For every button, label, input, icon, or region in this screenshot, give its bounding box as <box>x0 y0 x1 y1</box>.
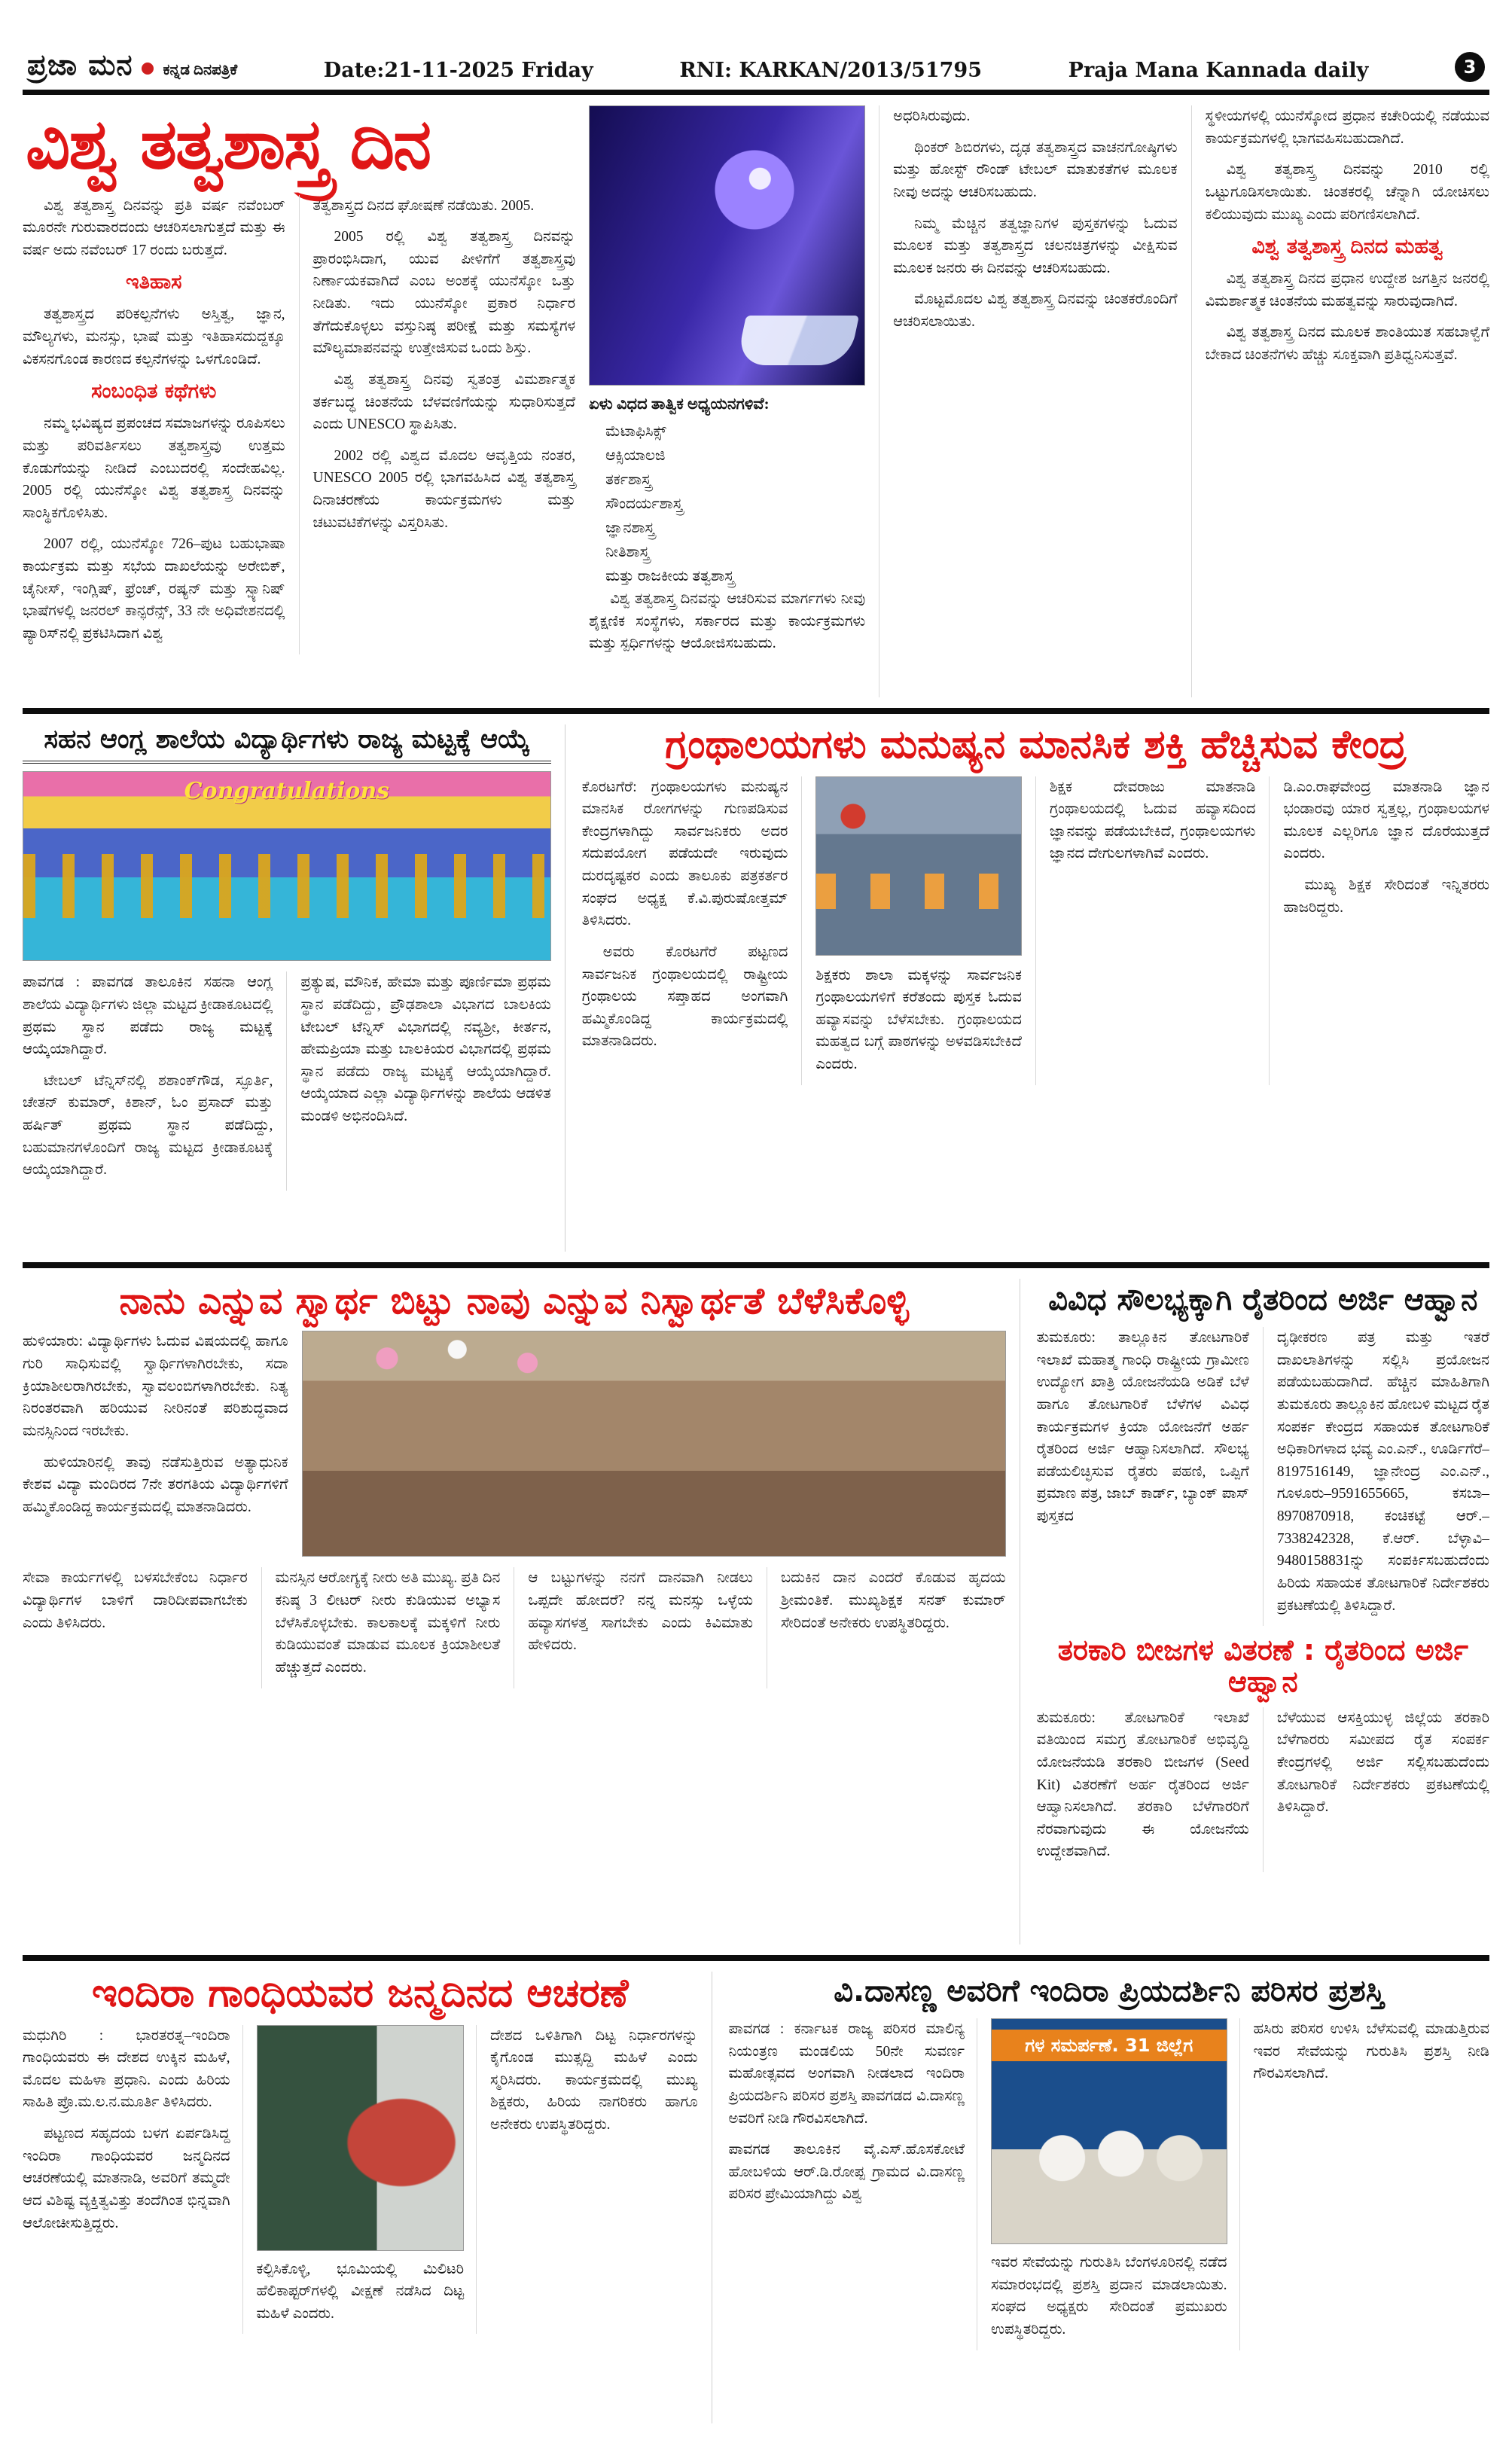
sahana-col-1 <box>23 971 273 1191</box>
article-paragraph: ನಿಮ್ಮ ಮೆಚ್ಚಿನ ತತ್ವಜ್ಞಾನಿಗಳ ಪುಸ್ತಕಗಳನ್ನು ಓದುವ ಮೂಲಕ ಮತ್ತು ತತ್ವಶಾಸ್ತ್ರದ ಚಲನಚಿತ್ರಗಳನ್ನು ವೀಕ್ಷಿಸುವ ಮೂಲಕ ಜನರು ಈ ದಿನವನ್ನು ಆಚರಿಸಬಹುದು. <box>893 215 1178 276</box>
issue-date: Date:21-11-2025 Friday <box>323 59 593 82</box>
paper-logo <box>27 48 237 82</box>
article-paragraph: ಕಲ್ಪಿಸಿಕೊಳ್ಳಿ, ಭೂಮಿಯಲ್ಲಿ ಮಿಲಿಟರಿ ಹೆಲಿಕಾಪ್ಟರ್‌ಗಳಲ್ಲಿ ವೀಕ್ಷಣೆ ನಡೆಸಿದ ದಿಟ್ಟ ಮಹಿಳೆ ಎಂದರು. <box>256 2261 465 2322</box>
article-paragraph: ದೇಶದ ಒಳಿತಿಗಾಗಿ ದಿಟ್ಟ ನಿರ್ಧಾರಗಳನ್ನು ಕೈಗೊಂಡ ಮುತ್ಸದ್ದಿ ಮಹಿಳೆ ಎಂದು ಸ್ಮರಿಸಿದರು. ಕಾರ್ಯಕ್ರಮದಲ್ಲಿ ಮುಖ್ಯ ಶಿಕ್ಷಕರು, ಹಿರಿಯ ನಾಗರಿಕರು ಹಾಗೂ ಅನೇಕರು ಉಪಸ್ಥಿತರಿದ್ದರು. <box>490 2027 698 2134</box>
subhead-significance: ವಿಶ್ವ ತತ್ವಶಾಸ್ತ್ರ ದಿನದ ಮಹತ್ವ <box>1251 235 1443 259</box>
dasanna-col-1 <box>729 2018 965 2350</box>
paper-name-english: Praja Mana Kannada daily <box>1068 59 1369 82</box>
farmers-col-2 <box>1263 1327 1489 1626</box>
article-philosophy-day <box>23 101 1489 697</box>
seed-kit-col-2 <box>1263 1707 1489 1872</box>
library-col-3 <box>1035 776 1256 1085</box>
stage-banner-text: ಗಳ ಸಮರ್ಪಣೆ. 31 ಜಿಲ್ಲೆಗ <box>992 2030 1226 2061</box>
selfless-headline: ನಾನು ಎನ್ನುವ ಸ್ವಾರ್ಥ ಬಿಟ್ಟು ನಾವು ಎನ್ನುವ ನಿಸ್ವಾರ್ಥತೆ ಬೆಳೆಸಿಕೊಳ್ಳಿ <box>119 1280 910 1322</box>
photo-school-function <box>302 1331 1006 1557</box>
farmers-headline: ವಿವಿಧ ಸೌಲಭ್ಯಕ್ಕಾಗಿ ರೈತರಿಂದ ಅರ್ಜಿ ಆಹ್ವಾನ <box>1048 1283 1478 1317</box>
article-paragraph: ವಿಶ್ವ ತತ್ವಶಾಸ್ತ್ರ ದಿನವು ಸ್ವತಂತ್ರ ವಿಮರ್ಶಾತ್ಮಕ ತರ್ಕಬದ್ಧ ಚಿಂತನೆಯ ಬೆಳವಣಿಗೆಯನ್ನು ಸುಧಾರಿಸುತ್ತದೆ ಎಂದು UNESCO ಸ್ಥಾಪಿಸಿತು. <box>312 371 576 433</box>
article-paragraph: ಹುಳಿಯಾರು: ವಿದ್ಯಾರ್ಥಿಗಳು ಓದುವ ವಿಷಯದಲ್ಲಿ ಹಾಗೂ ಗುರಿ ಸಾಧಿಸುವಲ್ಲಿ ಸ್ವಾರ್ಥಿಗಳಾಗಿರಬೇಕು, ಸದಾ ಕ್ರಿಯಾಶೀಲರಾಗಿರಬೇಕು, ಸ್ವಾವಲಂಬಿಗಳಾಗಿರಬೇಕು. ನಿತ್ಯ ನಿರಂತರವಾಗಿ ಹರಿಯುವ ನೀರಿನಂತೆ ಪರಿಶುದ್ಧವಾದ ಮನಸ್ಸಿನಿಂದ ಇರಬೇಕು. <box>23 1334 288 1439</box>
section-divider <box>23 708 1489 714</box>
indira-col-2 <box>242 2025 465 2335</box>
sahana-headline: ಸಹನ ಆಂಗ್ಲ ಶಾಲೆಯ ವಿದ್ಯಾರ್ಥಿಗಳು ರಾಜ್ಯ ಮಟ್ಟಕ್ಕೆ ಆಯ್ಕೆ <box>23 724 551 764</box>
philosophy-study-list <box>589 419 865 588</box>
open-book-icon <box>736 316 859 365</box>
list-item: ಸೌಂದರ್ಯಶಾಸ್ತ್ರ <box>605 496 683 512</box>
photo-sahana-students-trophies <box>23 771 551 961</box>
article-paragraph: ಅಧರಿಸಿರುವುದು. <box>893 108 971 124</box>
article-paragraph: ತುಮಕೂರು: ತೋಟಗಾರಿಕೆ ಇಲಾಖೆ ವತಿಯಿಂದ ಸಮಗ್ರ ತೋಟಗಾರಿಕೆ ಅಭಿವೃದ್ಧಿ ಯೋಜನೆಯಡಿ ತರಕಾರಿ ಬೀಜಗಳ (Seed Kit) ವಿತರಣೆಗೆ ಅರ್ಹ ರೈತರಿಂದ ಅರ್ಜಿ ಆಹ್ವಾನಿಸಲಾಗಿದೆ. ತರಕಾರಿ ಬೆಳೆಗಾರರಿಗೆ ನೆರವಾಗುವುದು ಈ ಯೋಜನೆಯ ಉದ್ದೇಶವಾಗಿದೆ. <box>1036 1710 1249 1860</box>
masthead <box>23 27 1489 95</box>
article-paragraph: ತತ್ವಶಾಸ್ತ್ರದ ದಿನದ ಘೋಷಣೆ ನಡೆಯಿತು. 2005. <box>312 197 535 214</box>
photo-indira-event <box>257 2025 465 2251</box>
article-paragraph: ಥಿಂಕರ್ ಶಿಬಿರಗಳು, ದೃಢ ತತ್ವಶಾಸ್ತ್ರದ ವಾಚನಗೋಷ್ಠಿಗಳು ಮತ್ತು ಹೋಸ್ಟ್ ರೌಂಡ್ ಟೇಬಲ್ ಮಾತುಕತೆಗಳ ಮೂಲಕ ನೀವು ಅದನ್ನು ಆಚರಿಸಬಹುದು. <box>893 139 1178 200</box>
library-col-4 <box>1269 776 1489 1085</box>
dasanna-col-3 <box>1239 2018 1489 2350</box>
article-paragraph: 2007 ರಲ್ಲಿ, ಯುನೆಸ್ಕೋ 726–ಪುಟ ಬಹುಭಾಷಾ ಕಾರ್ಯಕ್ರಮ ಮತ್ತು ಸಭೆಯ ದಾಖಲೆಯನ್ನು ಅರೇಬಿಕ್, ಚೈನೀಸ್, ಇಂಗ್ಲಿಷ್, ಫ್ರೆಂಚ್, ರಷ್ಯನ್ ಮತ್ತು ಸ್ಪ್ಯಾನಿಷ್ ಭಾಷೆಗಳಲ್ಲಿ ಜನರಲ್ ಕಾನ್ಫರೆನ್ಸ್, 33 ನೇ ಅಧಿವೇಶನದಲ್ಲಿ ಪ್ಯಾರಿಸ್‌ನಲ್ಲಿ ಪ್ರಕಟಿಸಿದಾಗ ವಿಶ್ವ <box>23 536 285 642</box>
list-item: ಆಕ್ಸಿಯಾಲಜಿ <box>605 447 666 464</box>
rni-number: RNI: KARKAN/2013/51795 <box>679 59 982 82</box>
selfless-col-4 <box>514 1567 753 1688</box>
article-paragraph: ಹುಳಿಯಾರಿನಲ್ಲಿ ತಾವು ನಡೆಸುತ್ತಿರುವ ಅತ್ಯಾಧುನಿಕ ಕೇಶವ ವಿದ್ಯಾ ಮಂದಿರದ 7ನೇ ತರಗತಿಯ ವಿದ್ಯಾರ್ಥಿಗಳಿಗೆ ಹಮ್ಮಿಕೊಂಡಿದ್ದ ಕಾರ್ಯಕ್ರಮದಲ್ಲಿ ಮಾತನಾಡಿದರು. <box>23 1454 288 1515</box>
list-item: ಜ್ಞಾನಶಾಸ್ತ್ರ <box>605 520 655 536</box>
philosophy-list-title: ಏಳು ವಿಧದ ತಾತ್ವಿಕ ಅಧ್ಯಯನಗಳಿವೆ: <box>589 395 770 413</box>
library-headline: ಗ್ರಂಥಾಲಯಗಳು ಮನುಷ್ಯನ ಮಾನಸಿಕ ಶಕ್ತಿ ಹೆಚ್ಚಿಸುವ ಕೇಂದ್ರ <box>665 724 1407 767</box>
section-divider <box>23 1955 1489 1961</box>
article-paragraph: ನಮ್ಮ ಭವಿಷ್ಯದ ಪ್ರಪಂಚದ ಸಮಾಜಗಳನ್ನು ರೂಪಿಸಲು ಮತ್ತು ಪರಿವರ್ತಿಸಲು ತತ್ವಶಾಸ್ತ್ರವು ಉತ್ತಮ ಕೊಡುಗೆಯನ್ನು ನೀಡಿದೆ ಎಂಬುದರಲ್ಲಿ ಸಂದೇಹವಿಲ್ಲ. 2005 ರಲ್ಲಿ ಯುನೆಸ್ಕೋ ವಿಶ್ವ ತತ್ವಶಾಸ್ತ್ರ ದಿನವನ್ನು ಸಾಂಸ್ಥಿಕಗೊಳಿಸಿತು. <box>23 416 285 521</box>
article-paragraph: ಸ್ಥಳೀಯಗಳಲ್ಲಿ ಯುನೆಸ್ಕೋದ ಪ್ರಧಾನ ಕಚೇರಿಯಲ್ಲಿ ನಡೆಯುವ ಕಾರ್ಯಕ್ರಮಗಳಲ್ಲಿ ಭಾಗವಹಿಸಬಹುದಾಗಿದೆ. <box>1205 108 1489 147</box>
photo-library-event <box>815 776 1022 956</box>
article-paragraph: ವಿಶ್ವ ತತ್ವಶಾಸ್ತ್ರ ದಿನವನ್ನು ಪ್ರತಿ ವರ್ಷ ನವೆಂಬರ್ ಮೂರನೇ ಗುರುವಾರದಂದು ಆಚರಿಸಲಾಗುತ್ತದೆ ಮತ್ತು ಈ ವರ್ಷ ಅದು ನವೆಂಬರ್ 17 ರಂದು ಬರುತ್ತದೆ. <box>23 197 285 258</box>
article-paragraph: ವಿಶ್ವ ತತ್ವಶಾಸ್ತ್ರ ದಿನದ ಪ್ರಧಾನ ಉದ್ದೇಶ ಜಗತ್ತಿನ ಜನರಲ್ಲಿ ವಿಮರ್ಶಾತ್ಮಕ ಚಿಂತನೆಯ ಮಹತ್ವವನ್ನು ಸಾರುವುದಾಗಿದೆ. <box>1205 271 1489 310</box>
article-library <box>582 724 1489 1252</box>
photo-banner-text: Congratulations <box>184 778 390 805</box>
article-dasanna-award <box>729 1972 1489 2423</box>
library-col-2 <box>801 776 1022 1085</box>
philosophy-headline: ವಿಶ್ವ ತತ್ವಶಾಸ್ತ್ರ ದಿನ <box>26 104 431 185</box>
photo-award-stage <box>991 2018 1227 2244</box>
article-selflessness <box>23 1279 1020 1944</box>
article-paragraph: ಪಾವಗಡ : ಕರ್ನಾಟಕ ರಾಜ್ಯ ಪರಿಸರ ಮಾಲಿನ್ಯ ನಿಯಂತ್ರಣ ಮಂಡಲಿಯ 50ನೇ ಸುವರ್ಣ ಮಹೋತ್ಸವದ ಅಂಗವಾಗಿ ನೀಡಲಾದ ಇಂದಿರಾ ಪ್ರಿಯದರ್ಶಿನಿ ಪರಿಸರ ಪ್ರಶಸ್ತಿ ಪಾವಗಡದ ವಿ.ದಾಸಣ್ಣ ಅವರಿಗೆ ನೀಡಿ ಗೌರವಿಸಲಾಗಿದೆ. <box>728 2021 965 2127</box>
seed-kit-col-1 <box>1037 1707 1249 1872</box>
selfless-col-3 <box>261 1567 501 1688</box>
article-paragraph: ಇವರ ಸೇವೆಯನ್ನು ಗುರುತಿಸಿ ಬೆಂಗಳೂರಿನಲ್ಲಿ ನಡೆದ ಸಮಾರಂಭದಲ್ಲಿ ಪ್ರಶಸ್ತಿ ಪ್ರದಾನ ಮಾಡಲಾಯಿತು. ಸಂಘದ ಅಧ್ಯಕ್ಷರು ಸೇರಿದಂತೆ ಪ್ರಮುಖರು ಉಪಸ್ಥಿತರಿದ್ದರು. <box>991 2255 1227 2338</box>
article-paragraph: ಪ್ರತ್ಯುಷ, ಮೌನಿಕ, ಹೇಮಾ ಮತ್ತು ಪೂರ್ಣಿಮಾ ಪ್ರಥಮ ಸ್ಥಾನ ಪಡೆದಿದ್ದು, ಪ್ರೌಢಶಾಲಾ ವಿಭಾಗದ ಬಾಲಕಿಯ ಟೇಬಲ್ ಟೆನ್ನಿಸ್ ವಿಭಾಗದಲ್ಲಿ ನವ್ಯಶ್ರೀ, ಕೀರ್ತನ, ಹೇಮಪ್ರಿಯಾ ಮತ್ತು ಬಾಲಕಿಯರ ವಿಭಾಗದಲ್ಲಿ ಪ್ರಥಮ ಸ್ಥಾನ ಪಡೆದು ರಾಜ್ಯ ಮಟ್ಟಕ್ಕೆ ಆಯ್ಕೆಯಾಗಿದ್ದಾರೆ. ಆಯ್ಕೆಯಾದ ಎಲ್ಲಾ ವಿದ್ಯಾರ್ಥಿಗಳನ್ನು ಶಾಲೆಯ ಆಡಳಿತ ಮಂಡಳಿ ಅಭಿನಂದಿಸಿದೆ. <box>300 974 551 1124</box>
list-item: ಮತ್ತು ರಾಜಕೀಯ ತತ್ವಶಾಸ್ತ್ರ <box>605 568 735 584</box>
paper-logo-subtitle: ಕನ್ನಡ ದಿನಪತ್ರಿಕೆ <box>163 62 238 78</box>
article-paragraph: ಮುಖ್ಯ ಶಿಕ್ಷಕ ಸೇರಿದಂತೆ ಇನ್ನಿತರರು ಹಾಜರಿದ್ದರು. <box>1283 877 1489 916</box>
page-number-badge: 3 <box>1455 52 1485 82</box>
list-item: ತರ್ಕಶಾಸ್ತ್ರ <box>605 471 651 488</box>
article-farmers-notice <box>1037 1279 1489 1944</box>
list-item: ಮೆಟಾಫಿಸಿಕ್ಸ್ <box>605 423 666 440</box>
article-paragraph: ತತ್ವಶಾಸ್ತ್ರದ ಪರಿಕಲ್ಪನೆಗಳು ಅಸ್ತಿತ್ವ, ಜ್ಞಾನ, ಮೌಲ್ಯಗಳು, ಮನಸ್ಸು, ಭಾಷೆ ಮತ್ತು ಇತಿಹಾಸದುದ್ದಕ್ಕೂ ವಿಕಸನಗೊಂಡ ಕಾರಣದ ಕಲ್ಪನೆಗಳನ್ನು ಒಳಗೊಂಡಿದೆ. <box>23 307 285 368</box>
dasanna-col-2 <box>977 2018 1227 2350</box>
philosophy-col-2 <box>299 195 576 654</box>
article-paragraph: ಆ ಬಟ್ಟುಗಳನ್ನು ನನಗೆ ದಾನವಾಗಿ ನೀಡಲು ಒಪ್ಪದೇ ಹೋದರೆ? ನನ್ನ ಮನಸ್ಸು ಒಳ್ಳೆಯ ಹವ್ಯಾಸಗಳತ್ತ ಸಾಗಬೇಕು ಎಂದು ಕಿವಿಮಾತು ಹೇಳಿದರು. <box>528 1570 753 1654</box>
article-paragraph: 2005 ರಲ್ಲಿ ವಿಶ್ವ ತತ್ವಶಾಸ್ತ್ರ ದಿನವನ್ನು ಪ್ರಾರಂಭಿಸಿದಾಗ, ಯುವ ಪೀಳಿಗೆಗೆ ತತ್ವಶಾಸ್ತ್ರವು ನಿರ್ಣಾಯಕವಾಗಿದೆ ಎಂಬ ಅಂಶಕ್ಕೆ ಯುನೆಸ್ಕೋ ಒತ್ತು ನೀಡಿತು. ಇದು ಯುನೆಸ್ಕೋ ಪ್ರಕಾರ ನಿರ್ಧಾರ ತೆಗೆದುಕೊಳ್ಳಲು ವಸ್ತುನಿಷ್ಠ ಪರೀಕ್ಷೆ ಮತ್ತು ಸಮಸ್ಯೆಗಳ ಮೌಲ್ಯಮಾಪನವನ್ನು ಉತ್ತೇಜಿಸುವ ಒಂದು ಶಿಸ್ತು. <box>312 229 576 357</box>
paper-logo-kannada: ಪ್ರಜಾ ಮನ <box>27 48 133 81</box>
article-paragraph: ಕೊರಟಗೆರೆ: ಗ್ರಂಥಾಲಯಗಳು ಮನುಷ್ಯನ ಮಾನಸಿಕ ರೋಗಗಳನ್ನು ಗುಣಪಡಿಸುವ ಕೇಂದ್ರಗಳಾಗಿದ್ದು ಸಾರ್ವಜನಿಕರು ಅದರ ಸದುಪಯೋಗ ಪಡೆಯದೇ ಇರುವುದು ದುರದೃಷ್ಟಕರ ಎಂದು ತಾಲೂಕು ಪತ್ರಕರ್ತರ ಸಂಘದ ಅಧ್ಯಕ್ಷ ಕೆ.ವಿ.ಪುರುಷೋತ್ತಮ್ ತಿಳಿಸಿದರು. <box>581 779 788 929</box>
photo-philosophy-brain-books <box>589 105 865 386</box>
article-sahana-school <box>23 724 565 1252</box>
indira-col-1 <box>23 2025 230 2335</box>
list-item: ನೀತಿಶಾಸ್ತ್ರ <box>605 544 650 560</box>
selfless-col-1 <box>23 1331 288 1557</box>
article-paragraph: ಪಾವಗಡ ತಾಲೂಕಿನ ವೈ.ಎಸ್.ಹೊಸಕೋಟೆ ಹೋಬಳಿಯ ಆರ್.ಡಿ.ರೋಪ್ಪ ಗ್ರಾಮದ ವಿ.ದಾಸಣ್ಣ ಪರಿಸರ ಪ್ರೇಮಿಯಾಗಿದ್ದು ವಿಶ್ವ <box>728 2142 965 2203</box>
seed-kit-subheadline: ತರಕಾರಿ ಬೀಜಗಳ ವಿತರಣೆ : ರೈತರಿಂದ ಅರ್ಜಿ ಆಹ್ವಾನ <box>1057 1633 1468 1698</box>
philosophy-left-block <box>23 105 575 697</box>
article-paragraph: ಪಾವಗಡ : ಪಾವಗಡ ತಾಲೂಕಿನ ಸಹನಾ ಆಂಗ್ಲ ಶಾಲೆಯ ವಿದ್ಯಾರ್ಥಿಗಳು ಜಿಲ್ಲಾ ಮಟ್ಟದ ಕ್ರೀಡಾಕೂಟದಲ್ಲಿ ಪ್ರಥಮ ಸ್ಥಾನ ಪಡೆದು ರಾಜ್ಯ ಮಟ್ಟಕ್ಕೆ ಆಯ್ಕೆಯಾಗಿದ್ದಾರೆ. <box>23 974 273 1058</box>
indira-col-3 <box>476 2025 698 2335</box>
article-paragraph: ಮೊಟ್ಟಮೊದಲ ವಿಶ್ವ ತತ್ವಶಾಸ್ತ್ರ ದಿನವನ್ನು ಚಿಂತಕರೊಂದಿಗೆ ಆಚರಿಸಲಾಯಿತು. <box>893 291 1178 330</box>
article-paragraph: 2002 ರಲ್ಲಿ ವಿಶ್ವದ ಮೊದಲ ಆವೃತ್ತಿಯ ನಂತರ, UNESCO 2005 ರಲ್ಲಿ ಭಾಗವಹಿಸಿದ ವಿಶ್ವ ತತ್ವಶಾಸ್ತ್ರ ದಿನಾಚರಣೆಯ ಕಾರ್ಯಕ್ರಮಗಳು ಮತ್ತು ಚಟುವಟಿಕೆಗಳನ್ನು ವಿಸ್ತರಿಸಿತು. <box>312 447 576 531</box>
dasanna-headline: ವಿ.ದಾಸಣ್ಣ ಅವರಿಗೆ ಇಂದಿರಾ ಪ್ರಿಯದರ್ಶಿನಿ ಪರಿಸರ ಪ್ರಶಸ್ತಿ <box>834 1974 1385 2008</box>
article-paragraph: ಡಿ.ಎಂ.ರಾಘವೇಂದ್ರ ಮಾತನಾಡಿ ಜ್ಞಾನ ಭಂಡಾರವು ಯಾರ ಸ್ವತ್ತಲ್ಲ, ಗ್ರಂಥಾಲಯಗಳ ಮೂಲಕ ಎಲ್ಲರಿಗೂ ಜ್ಞಾನ ದೊರೆಯುತ್ತದೆ ಎಂದರು. <box>1283 779 1489 862</box>
article-paragraph: ಶಿಕ್ಷಕರು ಶಾಲಾ ಮಕ್ಕಳನ್ನು ಸಾರ್ವಜನಿಕ ಗ್ರಂಥಾಲಯಗಳಿಗೆ ಕರೆತಂದು ಪುಸ್ತಕ ಓದುವ ಹವ್ಯಾಸವನ್ನು ಬೆಳೆಸಬೇಕು. ಗ್ರಂಥಾಲಯದ ಮಹತ್ವದ ಬಗ್ಗೆ ಪಾಠಗಳನ್ನು ಅಳವಡಿಸಬೇಕಿದೆ ಎಂದರು. <box>815 967 1022 1073</box>
article-paragraph: ಬದುಕಿನ ದಾನ ಎಂದರೆ ಕೊಡುವ ಹೃದಯ ಶ್ರೀಮಂತಿಕೆ. ಮುಖ್ಯಶಿಕ್ಷಕ ಸನತ್ ಕುಮಾರ್ ಸೇರಿದಂತೆ ಅನೇಕರು ಉಪಸ್ಥಿತರಿದ್ದರು. <box>780 1570 1006 1631</box>
article-paragraph: ವಿಶ್ವ ತತ್ವಶಾಸ್ತ್ರ ದಿನವನ್ನು ಆಚರಿಸುವ ಮಾರ್ಗಗಳು ನೀವು ಶೈಕ್ಷಣಿಕ ಸಂಸ್ಥೆಗಳು, ಸರ್ಕಾರದ ಮತ್ತು ಕಾರ್ಯಕ್ರಮಗಳು ಮತ್ತು ಸ್ಪರ್ಧಿಗಳನ್ನು ಆಯೋಜಿಸಬಹುದು. <box>589 591 866 652</box>
article-paragraph: ಶಿಕ್ಷಕ ದೇವರಾಜು ಮಾತನಾಡಿ ಗ್ರಂಥಾಲಯದಲ್ಲಿ ಓದುವ ಹವ್ಯಾಸದಿಂದ ಜ್ಞಾನವನ್ನು ಪಡೆಯಬೇಕಿದೆ, ಗ್ರಂಥಾಲಯಗಳು ಜ್ಞಾನದ ದೇಗುಲಗಳಾಗಿವೆ ಎಂದರು. <box>1049 779 1256 862</box>
article-paragraph: ದೃಢೀಕರಣ ಪತ್ರ ಮತ್ತು ಇತರೆ ದಾಖಲಾತಿಗಳನ್ನು ಸಲ್ಲಿಸಿ ಪ್ರಯೋಜನ ಪಡೆಯಬಹುದಾಗಿದೆ. ಹೆಚ್ಚಿನ ಮಾಹಿತಿಗಾಗಿ ತುಮಕೂರು ತಾಲ್ಲೂಕಿನ ಹೋಬಳಿ ಮಟ್ಟದ ರೈತ ಸಂಪರ್ಕ ಕೇಂದ್ರದ ಸಹಾಯಕ ತೋಟಗಾರಿಕೆ ಅಧಿಕಾರಿಗಳಾದ ಭವ್ಯ ಎಂ.ಎನ್., ಊರ್ಡಿಗೆರೆ–8197516149, ಜ್ಞಾನೇಂದ್ರ ಎಂ.ಎನ್., ಗೂಳೂರು–9591655665, ಕಸಬಾ–8970870918, ಕಂಚಿಕಟ್ಟೆ ಆರ್.–7338242328, ಕೆ.ಆರ್. ಬೆಳ್ಳಾವಿ–9480158831ನ್ನು ಸಂಪರ್ಕಿಸಬಹುದೆಂದು ಹಿರಿಯ ಸಹಾಯಕ ತೋಟಗಾರಿಕೆ ನಿರ್ದೇಶಕರು ಪ್ರಕಟಣೆಯಲ್ಲಿ ತಿಳಿಸಿದ್ದಾರೆ. <box>1276 1330 1489 1614</box>
article-paragraph: ಮನಸ್ಸಿನ ಆರೋಗ್ಯಕ್ಕೆ ನೀರು ಅತಿ ಮುಖ್ಯ. ಪ್ರತಿ ದಿನ ಕನಿಷ್ಠ 3 ಲೀಟರ್ ನೀರು ಕುಡಿಯುವ ಅಭ್ಯಾಸ ಬೆಳೆಸಿಕೊಳ್ಳಬೇಕು. ಕಾಲಕಾಲಕ್ಕೆ ಮಕ್ಕಳಿಗೆ ನೀರು ಕುಡಿಯುವಂತೆ ಮಾಡುವ ಮೂಲಕ ಕ್ರಿಯಾಶೀಲತೆ ಹೆಚ್ಚುತ್ತದೆ ಎಂದರು. <box>275 1570 501 1676</box>
article-paragraph: ವಿಶ್ವ ತತ್ವಶಾಸ್ತ್ರ ದಿನವನ್ನು 2010 ರಲ್ಲಿ ಒಟ್ಟುಗೂಡಿಸಲಾಯಿತು. ಚಿಂತಕರಲ್ಲಿ ಚೆನ್ನಾಗಿ ಯೋಚಿಸಲು ಕಲಿಯುವುದು ಮುಖ್ಯ ಎಂದು ಪರಿಗಣಿಸಲಾಗಿದೆ. <box>1205 162 1489 223</box>
article-paragraph: ಅವರು ಕೊರಟಗೆರೆ ಪಟ್ಟಣದ ಸಾರ್ವಜನಿಕ ಗ್ರಂಥಾಲಯದಲ್ಲಿ ರಾಷ್ಟ್ರೀಯ ಗ್ರಂಥಾಲಯ ಸಪ್ತಾಹದ ಅಂಗವಾಗಿ ಹಮ್ಮಿಕೊಂಡಿದ್ದ ಕಾರ್ಯಕ್ರಮದಲ್ಲಿ ಮಾತನಾಡಿದರು. <box>581 944 788 1050</box>
selfless-col-5 <box>767 1567 1006 1688</box>
article-paragraph: ಸೇವಾ ಕಾರ್ಯಗಳಲ್ಲಿ ಬಳಸಬೇಕೆಂಬ ನಿರ್ಧಾರ ವಿದ್ಯಾರ್ಥಿಗಳ ಬಾಳಿಗೆ ದಾರಿದೀಪವಾಗಬೇಕು ಎಂದು ತಿಳಿಸಿದರು. <box>23 1570 248 1631</box>
article-paragraph: ಮಧುಗಿರಿ : ಭಾರತರತ್ನ–ಇಂದಿರಾ ಗಾಂಧಿಯವರು ಈ ದೇಶದ ಉಕ್ಕಿನ ಮಹಿಳೆ, ಮೊದಲ ಮಹಿಳಾ ಪ್ರಧಾನಿ. ಎಂದು ಹಿರಿಯ ಸಾಹಿತಿ ಪ್ರೊ.ಮ.ಲ.ನ.ಮೂರ್ತಿ ತಿಳಿಸಿದರು. <box>23 2027 230 2111</box>
article-paragraph: ಹಸಿರು ಪರಿಸರ ಉಳಿಸಿ ಬೆಳೆಸುವಲ್ಲಿ ಮಾಡುತ್ತಿರುವ ಇವರ ಸೇವೆಯನ್ನು ಗುರುತಿಸಿ ಪ್ರಶಸ್ತಿ ನೀಡಿ ಗೌರವಿಸಲಾಗಿದೆ. <box>1253 2021 1489 2082</box>
sahana-col-2 <box>286 971 550 1191</box>
article-paragraph: ವಿಶ್ವ ತತ್ವಶಾಸ್ತ್ರ ದಿನದ ಮೂಲಕ ಶಾಂತಿಯುತ ಸಹಬಾಳ್ವೆಗೆ ಬೇಕಾದ ಚಿಂತನೆಗಳು ಹೆಚ್ಚು ಸೂಕ್ತವಾಗಿ ಪ್ರತಿಧ್ವನಿಸುತ್ತವೆ. <box>1205 325 1489 363</box>
philosophy-col-4 <box>879 105 1177 697</box>
article-paragraph: ಬೆಳೆಯುವ ಆಸಕ್ತಿಯುಳ್ಳ ಜಿಲ್ಲೆಯ ತರಕಾರಿ ಬೆಳೆಗಾರರು ಸಮೀಪದ ರೈತ ಸಂಪರ್ಕ ಕೇಂದ್ರಗಳಲ್ಲಿ ಅರ್ಜಿ ಸಲ್ಲಿಸಬಹುದೆಂದು ತೋಟಗಾರಿಕೆ ನಿರ್ದೇಶಕರು ಪ್ರಕಟಣೆಯಲ್ಲಿ ತಿಳಿಸಿದ್ದಾರೆ. <box>1276 1710 1489 1816</box>
farmers-col-1 <box>1037 1327 1249 1626</box>
subhead-related-stories: ಸಂಬಂಧಿತ ಕಥೆಗಳು <box>91 380 217 404</box>
selfless-col-2 <box>23 1567 248 1688</box>
indira-headline: ಇಂದಿರಾ ಗಾಂಧಿಯವರ ಜನ್ಮದಿನದ ಆಚರಣೆ <box>92 1972 629 2016</box>
philosophy-col-5 <box>1191 105 1489 697</box>
section-divider <box>23 1262 1489 1268</box>
library-col-1 <box>582 776 788 1085</box>
philosophy-col-3 <box>589 105 865 697</box>
subhead-history: ಇತಿಹಾಸ <box>126 270 182 294</box>
philosophy-col-1 <box>23 195 285 654</box>
masthead-emblem-icon <box>142 63 154 75</box>
article-paragraph: ಟೇಬಲ್ ಟೆನ್ನಿಸ್‌ನಲ್ಲಿ ಶಶಾಂಕ್‌ಗೌಡ, ಸ್ಫೂರ್ತಿ, ಚೇತನ್ ಕುಮಾರ್, ಕಿಶಾನ್, ಓಂ ಪ್ರಸಾದ್ ಮತ್ತು ಹರ್ಷಿತ್ ಪ್ರಥಮ ಸ್ಥಾನ ಪಡೆದಿದ್ದು, ಬಹುಮಾನಗಳೊಂದಿಗೆ ರಾಜ್ಯ ಮಟ್ಟದ ಕ್ರೀಡಾಕೂಟಕ್ಕೆ ಆಯ್ಕೆಯಾಗಿದ್ದಾರೆ. <box>23 1072 273 1179</box>
article-indira-birthday <box>23 1972 712 2423</box>
article-paragraph: ತುಮಕೂರು: ತಾಲ್ಲೂಕಿನ ತೋಟಗಾರಿಕೆ ಇಲಾಖೆ ಮಹಾತ್ಮ ಗಾಂಧಿ ರಾಷ್ಟ್ರೀಯ ಗ್ರಾಮೀಣ ಉದ್ಯೋಗ ಖಾತ್ರಿ ಯೋಜನೆಯಡಿ ಅಡಿಕೆ ಬೆಳೆ ಹಾಗೂ ತೋಟಗಾರಿಕೆ ಬೆಳೆಗಳ ವಿವಿಧ ಕಾರ್ಯಕ್ರಮಗಳ ಕ್ರಿಯಾ ಯೋಜನೆಗೆ ಅರ್ಹ ರೈತರಿಂದ ಅರ್ಜಿ ಆಹ್ವಾನಿಸಲಾಗಿದೆ. ಸೌಲಭ್ಯ ಪಡೆಯಲಿಚ್ಛಿಸುವ ರೈತರು ಪಹಣಿ, ಒಪ್ಪಿಗೆ ಪ್ರಮಾಣ ಪತ್ರ, ಜಾಬ್ ಕಾರ್ಡ್, ಬ್ಯಾಂಕ್ ಪಾಸ್ ಪುಸ್ತಕದ <box>1036 1330 1249 1524</box>
article-paragraph: ಪಟ್ಟಣದ ಸಹೃದಯ ಬಳಗ ಏರ್ಪಡಿಸಿದ್ದ ಇಂದಿರಾ ಗಾಂಧಿಯವರ ಜನ್ಮದಿನದ ಆಚರಣೆಯಲ್ಲಿ ಮಾತನಾಡಿ, ಅವರಿಗೆ ತಮ್ಮದೇ ಆದ ವಿಶಿಷ್ಟ ವ್ಯಕ್ತಿತ್ವವಿತ್ತು ತಂದೆಗಿಂತ ಭಿನ್ನವಾಗಿ ಆಲೋಚೀಸುತ್ತಿದ್ದರು. <box>23 2126 230 2231</box>
